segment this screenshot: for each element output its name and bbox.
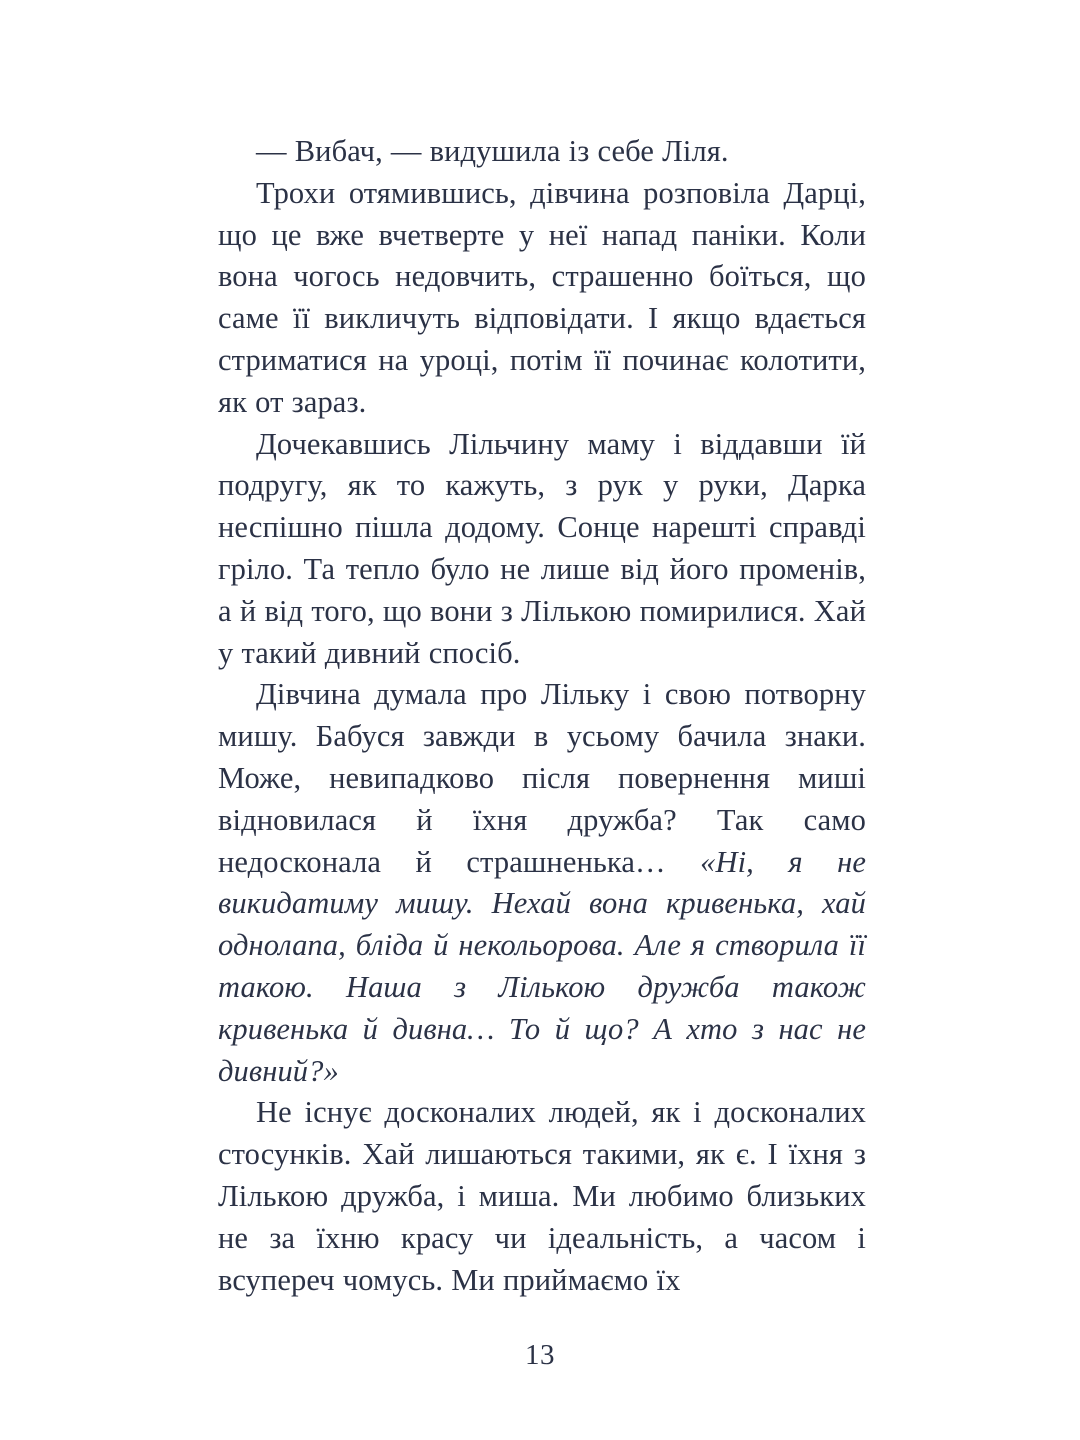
mouse-reflection-inner-monologue-quote: «Ні, я не викидатиму мишу. Нехай вона кривенька, хай однолапа, бліда й некольорова. Але я створила її такою. Наша з Лількою дружба також кривенька й дивна… То й що? А хто з нас не дивний?»: [218, 844, 866, 1088]
paragraph-imperfection-conclusion: Не існує досконалих людей, як і досконалих стосунків. Хай лишаються такими, як є. І їхня з Лількою дружба, і миша. Ми любимо близьких не за їхню красу чи ідеальність, а часом і всупереч чомусь. Ми приймаємо їх: [218, 1095, 866, 1297]
paragraph-mouse-reflection: [218, 674, 866, 1092]
page-number: 13: [525, 1339, 555, 1371]
paragraph-dialogue-apology: — Вибач, — видушила із себе Ліля.: [256, 134, 729, 168]
mouse-reflection-lead: Дівчина думала про Лільку і свою потворну мишу. Бабуся завжди в усьому бачила знаки. Може, невипадково після повернення миші відновилася й їхня дружба? Так само недосконала й страшненька…: [218, 677, 866, 879]
page-text-block: [218, 131, 866, 1301]
paragraph-walking-home: Дочекавшись Лільчину маму і віддавши їй подругу, як то кажуть, з рук у руки, Дарка неспішно пішла додому. Сонце нарешті справді гріло. Та тепло було не лише від його променів, а й від того, що вони з Лількою помирилися. Хай у такий дивний спосіб.: [218, 426, 866, 670]
paragraph-panic-attack-explanation: Трохи отямившись, дівчина розповіла Дарці, що це вже вчетверте у неї напад паніки. Коли вона чогось недовчить, страшенно боїться, що саме її викличуть відповідати. І якщо вдається стриматися на уроці, потім її починає колотити, як от зараз.: [218, 175, 866, 419]
